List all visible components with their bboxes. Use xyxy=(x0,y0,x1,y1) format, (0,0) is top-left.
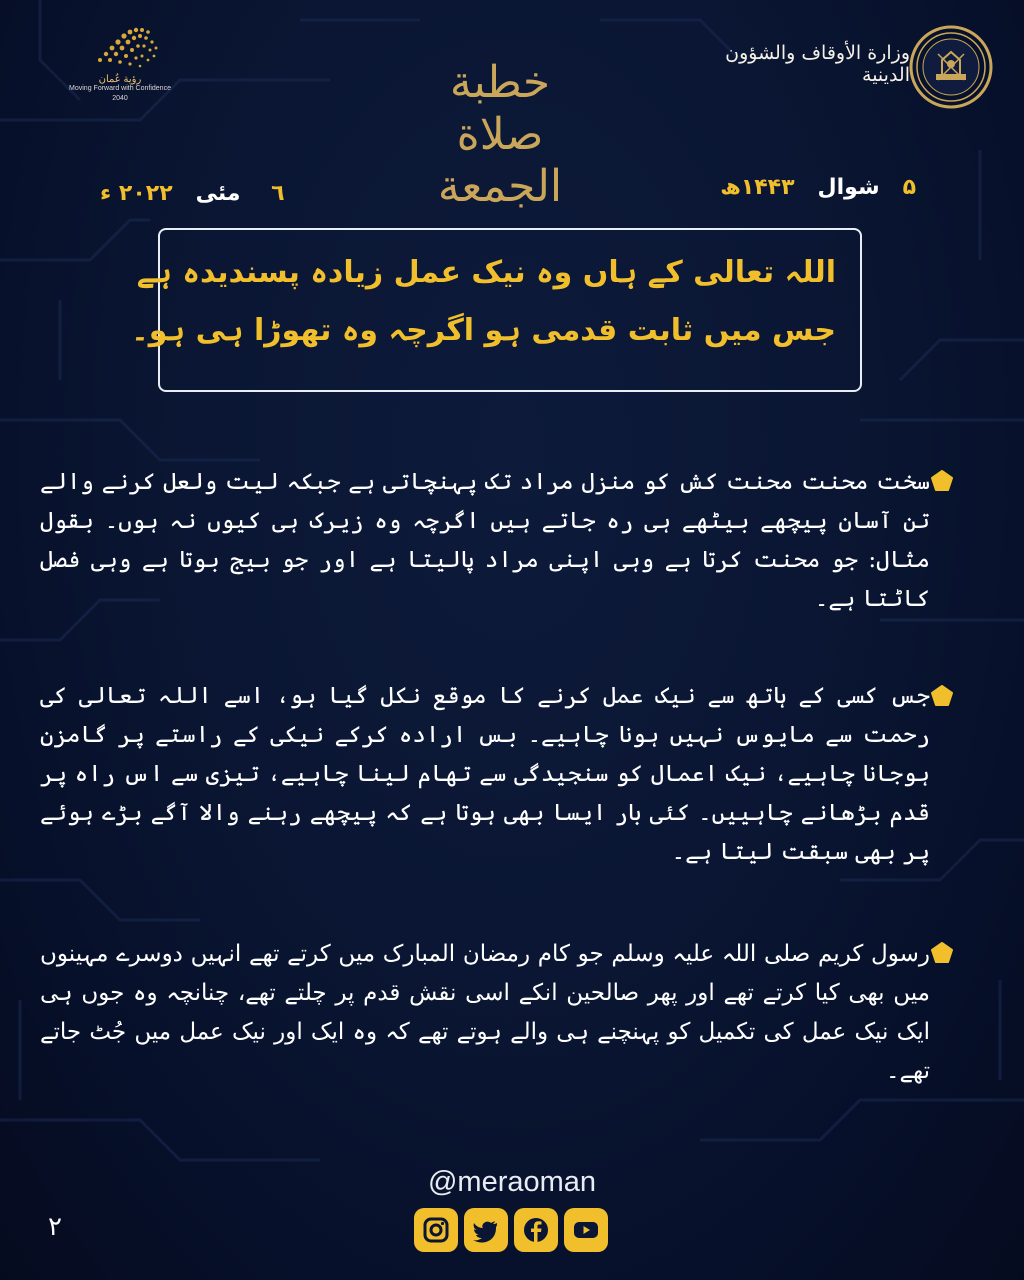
calligraphy-title: خطبة صلاة الجمعة xyxy=(437,57,563,212)
vision-sunburst-icon xyxy=(60,20,180,76)
page-number: ۲ xyxy=(48,1212,62,1242)
paragraph-2: جس کسی کے ہاتھ سے نیک عمل کرنے کا موقع نکل گیا ہو، اسے اللہ تعالی کی رحمت سے مایوس نہیں ہونا چاہیے۔ بس ارادہ کرکے نیکی کے راستے پر گامزن ہوجانا چاہیے، نیک اعمال کو سنجیدگی سے تھام لینا چاہیے، تیزی سے اس راہ پر قدم بڑھانے چاہییں۔ کئی بار ایسا بھی ہوتا ہے کہ پیچھے رہنے والا آگے بڑے ہوئے پر بھی سبقت لیتا ہے۔ xyxy=(40,683,930,865)
social-icons xyxy=(414,1208,614,1254)
quote-line-1: اللہ تعالی کے ہاں وہ نیک عمل زیادہ پسندیدہ ہے xyxy=(136,255,836,290)
pentagon-bullet-icon xyxy=(930,469,954,493)
quote-line-2: جس میں ثابت قدمی ہو اگرچہ وہ تھوڑا ہی ہو۔ xyxy=(131,313,836,348)
oman-vision-logo xyxy=(60,20,180,110)
pentagon-bullet-icon xyxy=(930,684,954,708)
hijri-year: ۱۴۴۳ xyxy=(740,175,795,200)
social-handle[interactable]: @meraoman xyxy=(427,1166,597,1198)
ministry-emblem-icon xyxy=(908,24,994,110)
friday-sermon-calligraphy xyxy=(410,57,590,212)
greg-day: ٦ xyxy=(271,181,285,206)
vision-year: 2040 xyxy=(112,95,128,102)
vision-arabic: رؤية عُمان xyxy=(98,74,142,85)
ministry-name: وزارة الأوقاف والشؤون الدينية xyxy=(725,42,910,86)
hijri-day: ۵ xyxy=(902,175,916,200)
paragraph-3: رسول کریم صلی اللہ علیہ وسلم جو کام رمضان المبارک میں کرتے تھے انہیں دوسرے مہینوں میں بھی کیا کرتے تھے اور پھر صالحین انکے اسی نقش قدم پر چلتے تھے، چنانچہ وہ جوں ہی ایک نیک عمل کی تکمیل کو پہنچنے ہی والے ہوتے تھے کہ وہ ایک اور نیک عمل میں جُٹ جاتے تھے۔ xyxy=(40,941,930,1084)
instagram-icon[interactable] xyxy=(414,1208,458,1252)
date-hijri xyxy=(720,175,916,209)
quote-box xyxy=(131,228,862,392)
date-gregorian xyxy=(100,181,340,215)
facebook-icon[interactable] xyxy=(514,1208,558,1252)
vision-tagline: Moving Forward with Confidence xyxy=(69,85,171,92)
paragraph-1: سخت محنت محنت کش کو منزل مراد تک پہنچاتی ہے جبکہ لیت ولعل کرنے والے تن آسان پیچھے بیٹھے ہی رہ جاتے ہیں اگرچہ وہ زیرک ہی کیوں نہ ہوں۔ بقول مثال: جو محنت کرتا ہے وہی اپنی مراد پالیتا ہے اور جو بیج بوتا ہے وہی فصل کاٹتا ہے۔ xyxy=(40,469,930,612)
pentagon-bullet-icon xyxy=(930,941,954,965)
ministry-emblem xyxy=(908,24,994,110)
greg-month: مئی xyxy=(195,181,241,206)
twitter-icon[interactable] xyxy=(464,1208,508,1252)
greg-suffix: ء xyxy=(100,181,112,206)
greg-year: ۲۰۲۲ xyxy=(118,181,173,206)
hijri-month: شوال xyxy=(817,175,880,200)
youtube-icon[interactable] xyxy=(564,1208,608,1252)
hijri-suffix: ھ xyxy=(720,175,741,200)
